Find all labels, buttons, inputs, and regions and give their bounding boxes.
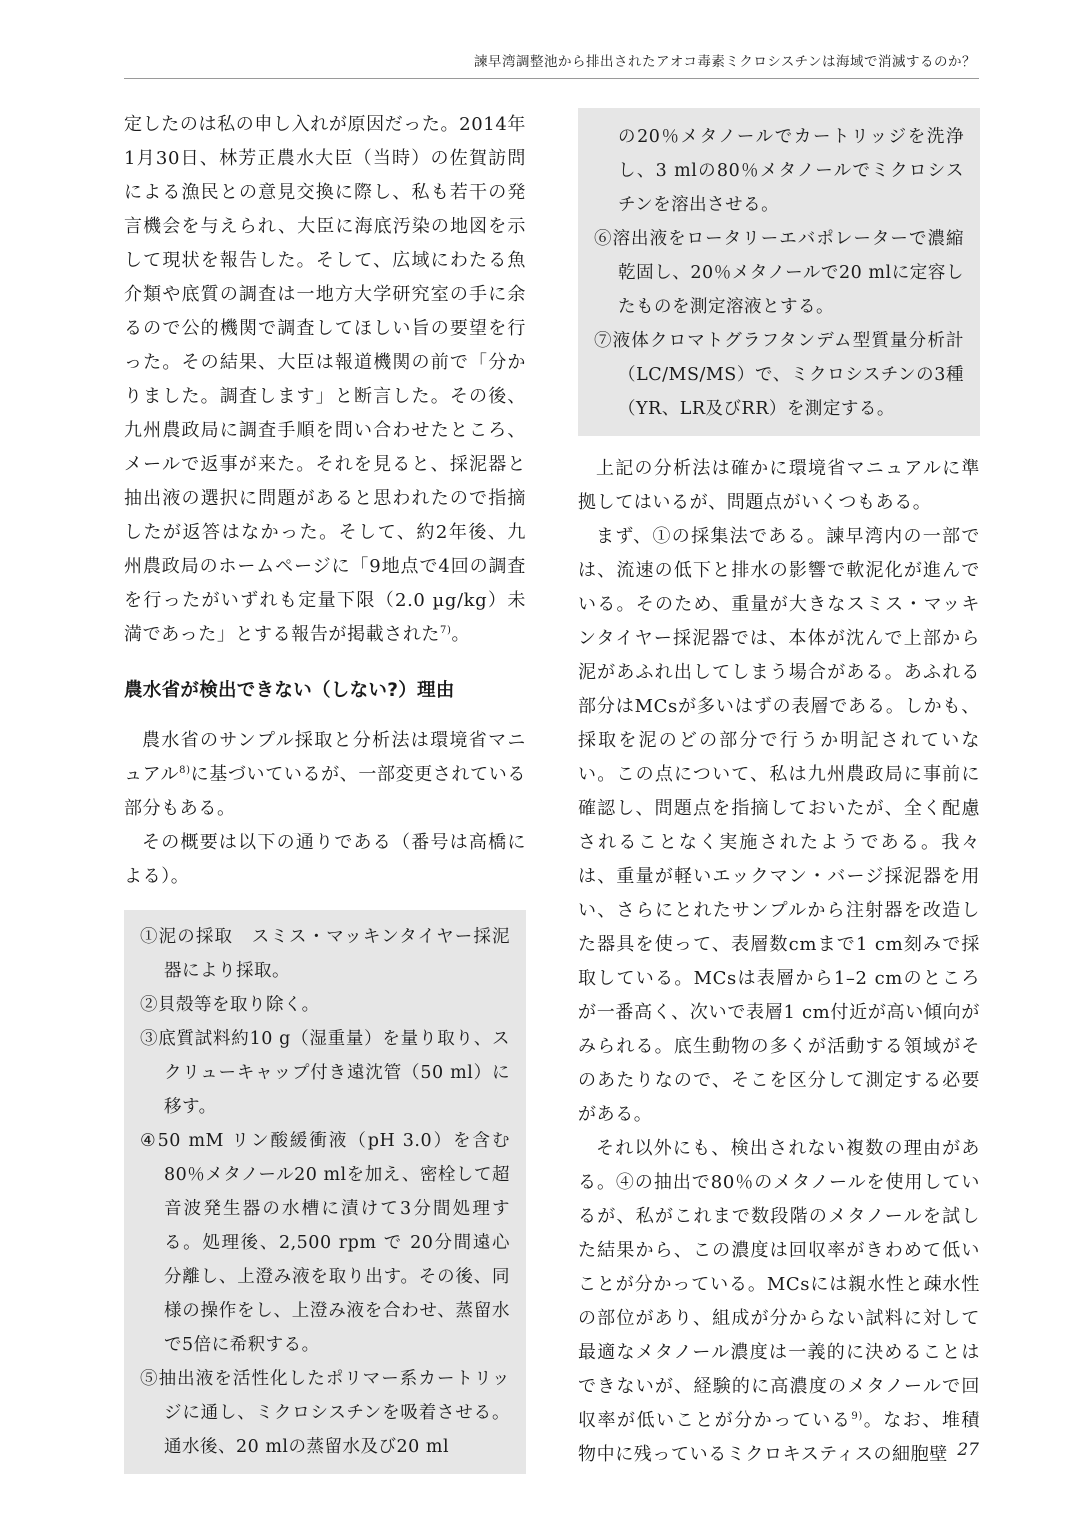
paragraph-text: 農水省のサンプル採取と分析法は環境省マニュアル: [124, 730, 526, 785]
paragraph-text: 。: [451, 624, 471, 645]
procedure-step: ④50 mM リン酸緩衝液（pH 3.0）を含む80％メタノール20 mlを加え、密栓して超音波発生器の水槽に漬けて3分間処理する。処理後、2,500 rpm で 20分間遠心分離し、上澄み液を取り出す。その後、同様の操作をし、上澄み液を合わせ、蒸留水で5倍に希釈する。: [140, 1131, 510, 1355]
paragraph-text: 定したのは私の申し入れが原因だった。2014年1月30日、林芳正農水大臣（当時）の佐賀訪問による漁民との意見交換に際し、私も若干の発言機会を与えられ、大臣に海底汚染の地図を示して現状を報告した。そして、広域にわたる魚介類や底質の調査は一地方大学研究室の手に余るので公的機関で調査してほしい旨の要望を行った。その結果、大臣は報道機関の前で「分かりました。調査します」と断言した。その後、九州農政局に調査手順を問い合わせたところ、メールで返事が来た。それを見ると、採泥器と抽出液の選択に問題があると思われたので指摘したが返答はなかった。そして、約2年後、九州農政局のホームページに「9地点で4回の調査を行ったがいずれも定量下限（2.0 µg/kg）未満であった」とする報告が掲載された: [124, 114, 526, 645]
paragraph: まず、①の採集法である。諫早湾内の一部では、流速の低下と排水の影響で軟泥化が進んでいる。そのため、重量が大きなスミス・マッキンタイヤー採泥器では、本体が沈んで上部から泥があふれ出してしまう場合がある。あふれる部分はMCsが多いはずの表層である。しかも、採取を泥のどの部分で行うか明記されていない。この点について、私は九州農政局に事前に確認し、問題点を指摘しておいたが、全く配慮されることなく実施されたようである。我々は、重量が軽いエックマン・バージ採泥器を用い、さらにとれたサンプルから注射器を改造した器具を使って、表層数cmまで1 cm刻みで採取している。MCsは表層から1–2 cmのところが一番高く、次いで表層1 cm付近が高い傾向がみられる。底生動物の多くが活動する領域がそのあたりなので、そこを区分して測定する必要がある。: [578, 526, 980, 1125]
paragraph: 上記の分析法は確かに環境省マニュアルに準拠してはいるが、問題点がいくつもある。: [578, 458, 980, 513]
paragraph: [578, 1132, 980, 1472]
procedure-step: ①泥の採取 スミス・マッキンタイヤー採泥器により採取。: [140, 927, 510, 981]
reference-marker: 8): [179, 765, 191, 776]
procedure-box-continued: [578, 108, 980, 436]
procedure-step-continuation: の20％メタノールでカートリッジを洗浄し、3 mlの80％メタノールでミクロシスチンを溶出させる。: [618, 127, 964, 215]
paragraph: [124, 724, 526, 826]
paragraph-text: に基づいているが、一部変更されている部分もある。: [124, 764, 526, 819]
procedure-step: ②貝殻等を取り除く。: [140, 995, 320, 1015]
page-number: 27: [957, 1440, 979, 1460]
procedure-step: ③底質試料約10 g（湿重量）を量り取り、スクリューキャップ付き遠沈管（50 ml）に移す。: [140, 1029, 510, 1117]
header-rule: [124, 78, 979, 79]
procedure-step: ⑦液体クロマトグラフタンデム型質量分析計（LC/MS/MS）で、ミクロシスチンの3種（YR、LR及びRR）を測定する。: [594, 331, 964, 419]
reference-marker: 9): [851, 1411, 863, 1422]
paragraph: [124, 108, 526, 652]
left-column: [124, 108, 526, 1474]
right-column: [578, 108, 980, 1472]
procedure-step: ⑤抽出液を活性化したポリマー系カートリッジに通し、ミクロシスチンを吸着させる。通水後、20 mlの蒸留水及び20 ml: [140, 1369, 510, 1457]
procedure-box: [124, 910, 526, 1474]
reference-marker: 7): [440, 625, 452, 636]
paragraph: その概要は以下の通りである（番号は高橋による）。: [124, 832, 526, 887]
paragraph-text: それ以外にも、検出されない複数の理由がある。④の抽出で80％のメタノールを使用しているが、私がこれまで数段階のメタノールを試した結果から、この濃度は回収率がきわめて低いことが分かっている。MCsには親水性と疎水性の部位があり、組成が分からない試料に対して最適なメタノール濃度は一義的に決めることはできないが、経験的に高濃度のメタノールで回収率が低いことが分かっている: [578, 1138, 980, 1431]
paragraph-text: 。なお、堆積物中に残っているミクロキスティスの細胞壁: [578, 1410, 980, 1465]
running-title: 諫早湾調整池から排出されたアオコ毒素ミクロシスチンは海域で消滅するのか？: [474, 54, 976, 70]
section-heading: 農水省が検出できない（しない?）理由: [124, 680, 455, 701]
procedure-step: ⑥溶出液をロータリーエバポレーターで濃縮乾固し、20％メタノールで20 mlに定容したものを測定溶液とする。: [594, 229, 964, 317]
